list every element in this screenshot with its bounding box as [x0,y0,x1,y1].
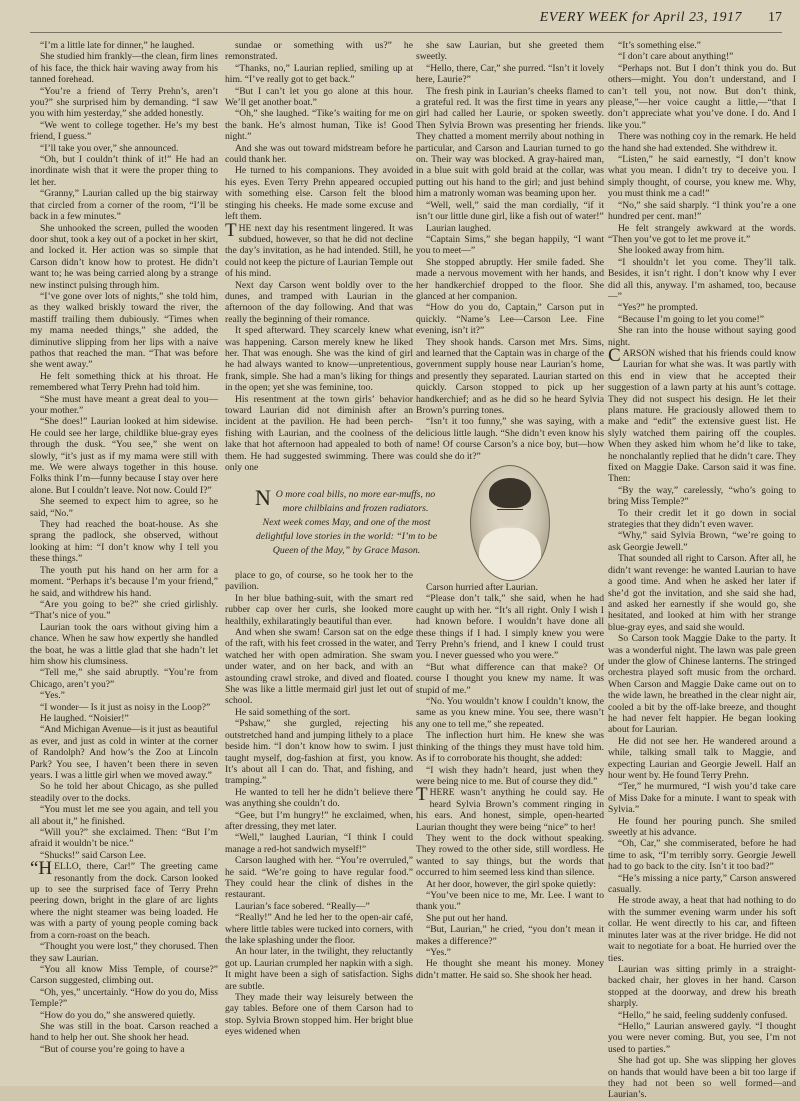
column-3-bottom [416,582,604,1082]
paragraph: She seemed to expect him to agree, so he said, “No.” [30,496,218,519]
paragraph: That sounded all right to Carson. After all, he didn’t want revenge: he wanted Laurian to have a good time. And when he asked her later if she’d got the invitation, and she said she had, and asked her earnestly if she would go, she hesitated, and looked at him with her strange blue-gray eyes, and said she would. [608,553,796,633]
paragraph: To their credit let it go down in social strategies that they didn’t even waver. [608,507,796,531]
paragraph: They made their way leisurely between the gay tables. Before one of them Carson had to stop. Sylvia Brown stopped him. Her bright blue eyes widened when [225,992,413,1038]
paragraph: “Thanks, no,” Laurian replied, smiling up at him. “I’ve really got to get back.” [225,62,413,86]
paragraph: “And Michigan Avenue—is it just as beautiful as ever, and just as cold in winter at the corner of Randolph? And how’s the Zoo at Lincoln Park? You see, I haven’t been there in seven years. I was a little girl when we moved away.” [30,724,218,781]
paragraph: sundae or something with us?” he remonstrated. [225,40,413,63]
paragraph: “Well, well,” said the man cordially, “if it isn’t our little dune girl, like a fish out of water!” [416,199,604,223]
portrait-glasses [497,502,523,510]
paragraph: She ran into the house without saying good night. [608,325,796,348]
paragraph: “Because I’m going to let you come!” [618,313,764,325]
paragraph: “Shucks!” said Carson Lee. [40,849,147,861]
paragraph: “Perhaps not. But I don’t think you do. But others—might. You don’t understand, and I can’t tell you, not now. But don’t think, please,”—her voice caught a little,—“that I don’t appreciate what you’ve done. I do. And I like you.” [608,62,796,131]
paragraph: “Oh, Car,” she commiserated, before he had time to ask, “I’m terribly sorry. Georgie Jewell had to go back to the city. Isn’t it too bad?” [608,838,796,873]
paragraph: “It’s something else.” [618,40,701,51]
paragraph: CARSON wished that his friends could know Laurian for what she was. It was partly with this end in view that he accepted their suggestion of a lawn party at his aunt’s cottage. They did not suspect his design. He let their plans mature. He graciously allowed them to make and “edit” the extensive guest list. He slyly watched them pairing off the couples. When they asked him whom he’d like to take, he nonchalantly replied that he didn’t care. They fixed on Maggie Dake. Carson said it was fine. Then: [608,344,796,485]
paragraph: The fresh pink in Laurian’s cheeks flamed to a grateful red. It was the first time in years any girl had called her Laurie, or spoken sweetly. Then Sylvia Brown was presenting her friends. They chatted a moment merrily about nothing in particular, and Carson and Laurian turned to go on. Their way was blocked. A gray-haired man, in a blue suit with gold braid at the collar, was putting out his hand to the girl; and just behind him a matronly woman was beaming upon her. [416,85,604,200]
paragraph: “I’ll take you over,” she announced. [40,142,179,154]
paragraph: “She must have meant a great deal to you—your mother.” [30,393,218,416]
paragraph: “I’m a little late for dinner,” he laughed. [40,40,195,51]
paragraph: THE next day his resentment lingered. It was subdued, however, so that he did not decline the day’s invitation, as he had intended. Still, he could not keep the picture of Laurian Temple out of his mind. [225,219,413,280]
paragraph: She studied him frankly—the clean, firm lines of his face, the thick hair waving away from his tanned forehead. [30,51,218,86]
paragraph: So Carson took Maggie Dake to the party. It was a wonderful night. The lawn was pale green under the glow of Chinese lanterns. The stringed orchestra played soft music from the orchard. When Carson and Maggie Dake came out on to the wide lawn, he breathed in the clear night air, cooled a bit by the off-lake breeze, and thought he had never felt happier. He began looking about for Laurian. [608,633,796,736]
paragraph: Laurian laughed. [426,222,491,234]
paragraph: He felt strangely awkward at the words. “Then you’ve got to let me prove it.” [608,222,796,245]
paragraph: “Ter,” he murmured, “I wish you’d take care of Miss Dake for a minute. I want to speak with Sylvia.” [608,781,796,816]
paragraph: “How do you do, Captain,” Carson put in quickly. “Name’s Lee—Carson Lee. Fine evening, isn’t it?” [416,302,604,337]
paragraph: “But what difference can that make? Of course I thought you knew my name. It was stupid of me.” [416,661,604,696]
paragraph: “Why,” said Sylvia Brown, “we’re going to ask Georgie Jewell.” [608,530,796,553]
paragraph: So he told her about Chicago, as she pulled steadily over to the docks. [30,781,218,804]
page-number: 17 [768,10,782,25]
paragraph: “You’ve been nice to me, Mr. Lee. I want to thank you.” [416,889,604,913]
paragraph: “Pshaw,” she gurgled, rejecting his outstretched hand and jumping lithely to a place beside him. “I don’t know how to swim. I just taught myself, dog-fashion at first, you know. It’s about all I can do. That, and fishing, and tramping.” [225,718,413,787]
paragraph: “Will you?” she exclaimed. Then: “But I’m afraid it wouldn’t be nice.” [30,827,218,850]
paragraph: “But I can’t let you go alone at this hour. We’ll get another boat.” [225,85,413,109]
paragraph: “Captain Sims,” she began happily, “I want you to meet—” [416,233,604,257]
paragraph: “Yes.” [40,690,65,702]
paragraph: She was still in the boat. Carson reached a hand to help her out. She shook her head. [30,1020,218,1044]
paragraph: Carson laughed with her. “You’re overruled,” he said. “We’re going to have regular food.” They could hear the clink of dishes in the restaurant. [225,855,413,901]
paragraph: “How do you do,” she answered quietly. [40,1009,195,1021]
paragraph: THERE wasn’t anything he could say. He heard Sylvia Brown’s comment ringing in his ears. And honest, simple, open-hearted Laurian thought they were being “nice” to her! [416,784,604,833]
paragraph: Next day Carson went boldly over to the dunes, and tramped with Laurian in the afternoon of the day following. And that was really the beginning of their romance. [225,279,413,325]
paragraph: “Yes?” he prompted. [618,302,698,314]
column-2-bottom [225,570,413,1080]
paragraph: And she was out toward midstream before he could thank her. [225,142,413,166]
paragraph: At her door, however, the girl spoke quietly: [426,878,597,890]
paragraph: And when she swam! Carson sat on the edge of the raft, with his feet crossed in the water, and watched her with open admiration. She swam under water, and on her back, and with an astounding crawl stroke, and dived and floated. She was like a little mermaid girl just let out of school. [225,627,413,707]
paragraph: “She does!” Laurian looked at him sidewise. He could see her large, childlike blue-gray eyes through the dusk. “You see,” she went on slowly, “it’s just as if my mama were still with me. We were always together in this house. Folks think I’m—funny because I stay over here alone. But I couldn’t leave. Not now. Could I?” [30,416,218,496]
paragraph: She unhooked the screen, pulled the wooden door shut, took a key out of a pocket in her skirt, and locked it. Her action was so simple that Carson didn’t know how to protest. He didn’t want to; he was being carried along by a strange new instinct pulsing through him. [30,222,218,291]
paragraph: “He’s missing a nice party,” Carson answered casually. [608,872,796,896]
paragraph: “You all know Miss Temple, of course?” Carson suggested, climbing out. [30,963,218,987]
paragraph: “I shouldn’t let you come. They’ll talk. Besides, it isn’t right. I don’t know why I ever did all this, anyway. I’m ashamed, too, because—” [608,256,796,302]
column-1 [30,40,218,1076]
paragraph: He wanted to tell her he didn’t believe there was anything she couldn’t do. [225,786,413,810]
paragraph: “But, Laurian,” he cried, “you don’t mean it makes a difference?” [416,924,604,947]
paragraph: She looked away from him. [618,245,725,257]
paragraph: There was nothing coy in the remark. He held the hand she had extended. She withdrew it. [608,131,796,154]
author-portrait [470,465,550,581]
paragraph: “Hello,” he said, feeling suddenly confused. [618,1009,788,1021]
column-4 [608,40,796,1101]
paragraph: “You must let me see you again, and tell you all about it,” he finished. [30,804,218,827]
paragraph: “Thought you were lost,” they chorused. Then they saw Laurian. [30,941,218,964]
paragraph: They had reached the boat-house. As she sprang the padlock, she observed, without looking at him: “I don’t know why I tell you these things.” [30,519,218,565]
paragraph: An hour later, in the twilight, they reluctantly got up. Laurian crumpled her napkin with a sigh. It might have been a sigh of satisfaction. Sighs are subtle. [225,946,413,992]
paragraph: He did not see her. He wandered around a while, talking small talk to Maggie, and expecting Laurian and Georgie Jewell. Half an hour went by. He found Terry Prehn. [608,735,796,781]
paragraph: “Gee, but I’m hungry!” he exclaimed, when, after dressing, they met later. [225,809,413,832]
paragraph: place to go, of course, so he took her to the pavilion. [225,570,413,593]
paragraph: “Oh, but I couldn’t think of it!” He had an inordinate wish that it were the proper thing to let her. [30,154,218,188]
paragraph: “Tell me,” she said abruptly. “You’re from Chicago, aren’t you?” [30,667,218,690]
paragraph: Laurian’s face sobered. “Really—” [235,900,370,912]
paragraph: He thought she meant his money. Money didn’t matter. He said so. She shook her head. [416,958,604,981]
running-title: EVERY WEEK for April 23, 1917 [539,10,742,25]
paragraph: “By the way,” carelessly, “who’s going to bring Miss Temple?” [608,484,796,508]
paragraph: She had got up. She was slipping her gloves on hands that would have been a bit too large if they had not been so well formed—and Laurian’s. [608,1055,796,1101]
paragraph: “But of course you’re going to have a [40,1043,185,1055]
paragraph: He strode away, a heat that had nothing to do with the summer evening warm under his soft collar. He went directly to his car, and fifteen minutes later was at the river bridge. He did not wait to negotiate for a boat. He hurried over the ties. [608,895,796,964]
paragraph: “I’ve gone over lots of nights,” she told him, as they walked briskly toward the river, the mastiff trailing them dubiously. “Times when my mama needed things,” she added, the diminutive slipping from her lips with a naive pathos that reached the man. “That was before she went away.” [30,290,218,371]
next-week-blurb: NO more coal bills, no more ear-muffs, no more chilblains and frozen radiators. Next week comes May, and one of the most delightful love stories in the world: “I’m to be Queen of the May,” by Grace Mason. [255,485,438,556]
paragraph: She stopped abruptly. Her smile faded. She made a nervous movement with her hands, and her handkerchief dropped to the floor. She glanced at her companion. [416,256,604,302]
paragraph: In her blue bathing-suit, with the smart red rubber cap over her curls, she looked more healthily, exhilaratingly beautiful than ever. [225,592,413,627]
paragraph: “Please don’t talk,” she said, when he had caught up with her. “It’s all right. Only I wish I had known before. I wouldn’t have done all these things if I had. I simply knew you were Terry Prehn’s friend, and I knew I could trust you. I never guessed who you were.” [416,593,604,662]
paragraph: “Well,” laughed Laurian, “I think I could manage a red-hot sandwich myself!” [225,832,413,855]
paragraph: “No,” she said sharply. “I think you’re a one hundred per cent. man!” [608,199,796,223]
paragraph: They shook hands. Carson met Mrs. Sims, and learned that the Captain was in charge of the government supply house near Laurian’s home, and presently they separated. Laurian started on quickly. Carson stopped to pick up her handkerchief; and as he did so he heard Sylvia Brown’s purring tones. [416,336,604,416]
column-2-top [225,40,413,474]
paragraph: “Are you going to be?” she cried girlishly. “That’s nice of you.” [30,598,218,622]
paragraph: He said something of the sort. [235,706,351,718]
paragraph: “I wonder— Is it just as noisy in the Loop?” [40,701,211,713]
paragraph: The youth put his hand on her arm for a moment. “Perhaps it’s because I’m your friend,” he said, and withdrew his hand. [30,564,218,599]
paragraph: “I don’t care about anything!” [618,51,734,63]
paragraph: she saw Laurian, but she greeted them sweetly. [416,40,604,63]
paragraph: “No. You wouldn’t know I couldn’t know, the same as you knew mine. You see, there wasn’t any one to tell me,” she repeated. [416,696,604,730]
paragraph: Laurian was sitting primly in a straight-backed chair, her gloves in her hand. Carson stopped at the doorway, and drew his breath sharply. [608,963,796,1010]
paragraph: His resentment at the town girls’ behavior toward Laurian did not diminish after an incident at the pavilion. He had been perch-fishing with Laurian, and the coolness of the lake that hot afternoon had appealed to both of them. He had suggested swimming. There was only one [225,393,413,474]
paragraph: “Granny,” Laurian called up the big stairway that circled from a corner of the room, “I’ll be back in a few minutes.” [30,188,218,223]
paragraph: “Listen,” he said earnestly, “I don’t know what you mean. I didn’t try to deceive you. I simply thought, of course, you knew me. Why, you must think me a cad!” [608,154,796,200]
paragraph: “Isn’t it too funny,” she was saying, with a delicious little laugh. “She didn’t even know his name! Of course Carson’s a nice boy, but—how could she do it?” [416,416,604,462]
page-header [30,8,782,33]
paragraph: “I wish they hadn’t heard, just when they were being nice to me. But of course they did.” [416,764,604,787]
paragraph: He turned to his companions. They avoided his eyes. Even Terry Prehn appeared occupied with something else. Carson felt the blood stinging his cheeks. He made some excuse and left them. [225,165,413,223]
paragraph: “Oh,” she laughed. “Tike’s waiting for me on the bank. He’s almost human, Tike is! Good night.” [225,108,413,143]
paragraph: “Hello, there, Car,” she purred. “Isn’t it lovely here, Laurie?” [416,62,604,86]
paragraph: The inflection hurt him. He knew she was thinking of the things they must have told him. As if to corroborate his thought, she added: [416,730,604,765]
paragraph: He laughed. “Noisier!” [40,712,129,724]
paragraph: “Oh, yes,” uncertainly. “How do you do, Miss Temple?” [30,986,218,1010]
paragraph: He felt something thick at his throat. He remembered what Terry Prehn had told him. [30,370,218,394]
paragraph: “Hello,” Laurian answered gayly. “I thought you were never coming. But, you see, I’m not used to parties.” [608,1020,796,1055]
paragraph: “HELLO, there, Car!” The greeting came resonantly from the dock. Carson looked up to see the surprised face of Terry Prehn peering down, bright in the glare of arc lights where the night steamer was being loaded. He was with a party of young people coming back from a corn-roast on the beach. [30,858,218,941]
paragraph: “You’re a friend of Terry Prehn’s, aren’t you?” she surprised him by demanding. “I saw you with him yesterday,” she added honestly. [30,85,218,120]
paragraph: “Yes.” [426,947,451,958]
paragraph: She put out her hand. [426,912,508,924]
paragraph: They went to the dock without speaking. They rowed to the other side, still wordless. He wanted to say things, but the words that occurred to him seemed less kind than silence. [416,832,604,879]
paragraph: “Really!” And he led her to the open-air café, where little tables were tucked into corners, with the lake splashing under the floor. [225,912,413,946]
paragraph: Laurian took the oars without giving him a chance. When he saw how expertly she handled the boat, he was a little glad that she hadn’t let him show his clumsiness. [30,621,218,667]
paragraph: “We went to college together. He’s my best friend, I guess.” [30,119,218,143]
portrait-body [479,528,541,581]
paragraph: He found her pouring punch. She smiled sweetly at his advance. [608,815,796,839]
column-3-top [416,40,604,462]
paragraph: Carson hurried after Laurian. [426,582,538,593]
paragraph: It sped afterward. They scarcely knew what was happening. Carson merely knew he liked her. That was enough. She was the kind of girl he had always wanted to know—unpretentious, frank, simple. She had a man’s liking for things in the open; yet she was feminine, too. [225,325,413,394]
